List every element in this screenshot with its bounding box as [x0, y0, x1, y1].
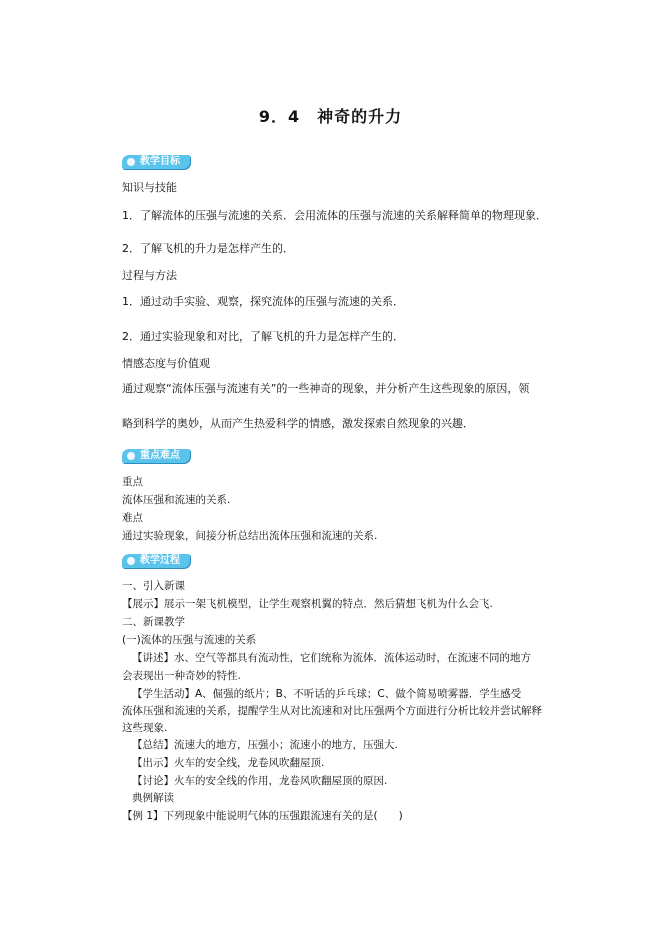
activity-line-1: 【学生活动】A、倔强的纸片；B、不听话的乒乓球；C、做个简易喷雾器．学生感受 — [132, 688, 522, 700]
section-badge-teaching-process: 教学过程 — [122, 554, 190, 568]
goal-item-4: 2．通过实验现象和对比，了解飞机的升力是怎样产生的． — [122, 330, 404, 343]
key-point-label: 重点 — [122, 476, 143, 488]
example-1-question: 【例 1】下列现象中能说明气体的压强跟流速有关的是( ) — [122, 810, 403, 822]
emotion-paragraph-line-2: 略到科学的奥妙，从而产生热爱科学的情感，激发探索自然现象的兴趣． — [122, 417, 474, 430]
section-badge-key-difficult: 重点难点 — [122, 449, 190, 463]
emotion-paragraph-line-1: 通过观察“流体压强与流速有关”的一些神奇的现象，并分析产生这些现象的原因，领 — [122, 382, 530, 395]
goal-item-2: 2．了解飞机的升力是怎样产生的． — [122, 242, 294, 255]
explain-line-1: 【讲述】水、空气等都具有流动性，它们统称为流体．流体运动时，在流速不同的地方 — [132, 652, 531, 664]
goal-item-3: 1．通过动手实验、观察，探究流体的压强与流速的关系． — [122, 295, 404, 308]
step-heading-new-lesson: 二、新课教学 — [122, 616, 185, 628]
summary-line: 【总结】流速大的地方，压强小；流速小的地方，压强大. — [132, 739, 398, 751]
key-point-text: 流体压强和流速的关系. — [122, 494, 231, 506]
step-heading-intro: 一、引入新课 — [122, 580, 185, 592]
discuss-line: 【讨论】火车的安全线的作用，龙卷风吹翻屋顶的原因. — [132, 775, 388, 787]
example-heading: 典例解读 — [132, 792, 174, 804]
section-badge-teaching-goals: 教学目标 — [122, 155, 190, 169]
explain-line-2: 会表现出一种奇妙的特性. — [122, 670, 241, 682]
difficult-point-text: 通过实验现象，间接分析总结出流体压强和流速的关系. — [122, 530, 378, 542]
heading-process-method: 过程与方法 — [122, 269, 177, 282]
activity-line-2: 流体压强和流速的关系，提醒学生从对比流速和对比压强两个方面进行分析比较并尝试解释 — [122, 705, 542, 717]
show-train-tornado: 【出示】火车的安全线，龙卷风吹翻屋顶. — [132, 757, 325, 769]
show-airplane-model: 【展示】展示一架飞机模型，让学生观察机翼的特点．然后猜想飞机为什么会飞. — [122, 598, 493, 610]
activity-line-3: 这些现象. — [122, 722, 168, 734]
page-title: 9．4 神奇的升力 — [258, 107, 403, 126]
goal-item-1: 1．了解流体的压强与流速的关系．会用流体的压强与流速的关系解释简单的物理现象． — [122, 209, 547, 222]
subsection-fluid-pressure: (一)流体的压强与流速的关系 — [122, 634, 257, 646]
heading-emotion-values: 情感态度与价值观 — [122, 357, 210, 370]
heading-knowledge-skills: 知识与技能 — [122, 181, 177, 194]
difficult-point-label: 难点 — [122, 512, 143, 524]
